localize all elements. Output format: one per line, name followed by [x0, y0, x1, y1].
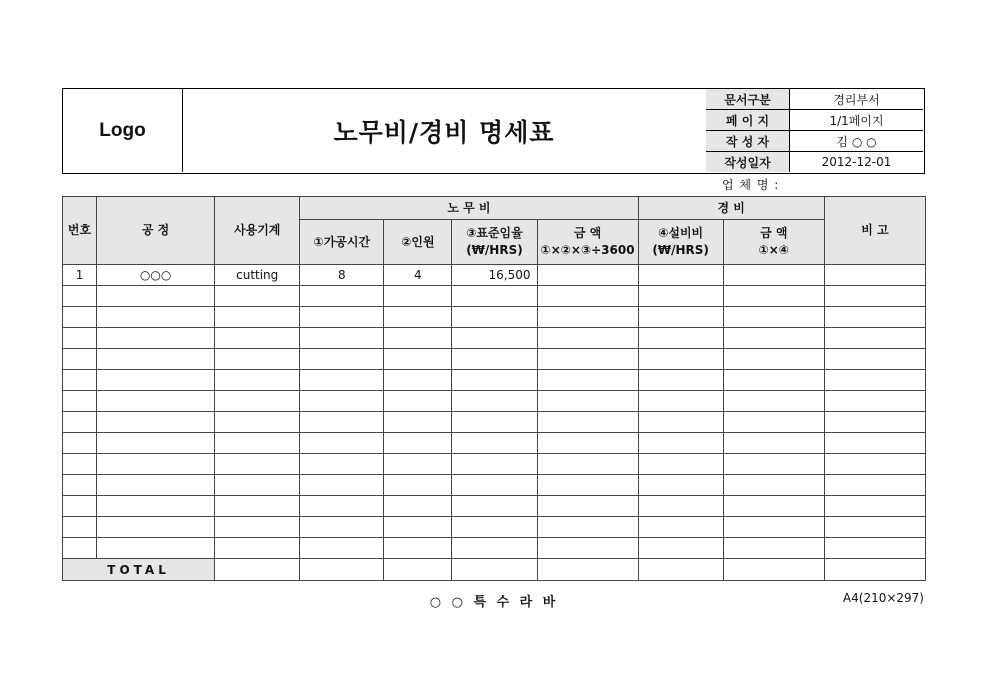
- cell-no: [63, 538, 97, 559]
- table-body: [63, 265, 926, 559]
- meta-label: 작성일자: [706, 152, 790, 173]
- cell-machine: [215, 412, 300, 433]
- cell-rate: [452, 454, 537, 475]
- cell-hours: [300, 370, 384, 391]
- cell-note: [824, 496, 925, 517]
- cell-machine: [215, 286, 300, 307]
- cell-no: [63, 286, 97, 307]
- company-name-label: 업 체 명 :: [722, 178, 780, 192]
- cell-hours: [300, 412, 384, 433]
- cell-no: [63, 412, 97, 433]
- cell-labor-amount: [537, 307, 638, 328]
- cell-process: [97, 391, 215, 412]
- header-equipment-line2: (₩/HRS): [652, 243, 709, 257]
- meta-value: 김 ○ ○: [790, 131, 924, 152]
- header-hours: ①가공시간: [300, 220, 384, 265]
- cell-labor-amount: [537, 328, 638, 349]
- table-row: [63, 286, 926, 307]
- cell-labor-amount: [537, 475, 638, 496]
- table-row: [63, 433, 926, 454]
- cell-note: [824, 391, 925, 412]
- cell-hours: [300, 517, 384, 538]
- cell-people: [384, 412, 452, 433]
- cell-labor-amount: [537, 538, 638, 559]
- cell-note: [824, 265, 925, 286]
- cell-equipment: [638, 496, 723, 517]
- cell-equipment: [638, 454, 723, 475]
- cell-no: [63, 391, 97, 412]
- meta-value: 1/1페이지: [790, 110, 924, 131]
- cell-hours: [300, 433, 384, 454]
- total-cell: [824, 559, 925, 581]
- cell-people: [384, 433, 452, 454]
- cell-process: [97, 517, 215, 538]
- cell-labor-amount: [537, 412, 638, 433]
- total-label: TOTAL: [63, 559, 215, 581]
- cell-rate: [452, 475, 537, 496]
- cost-table: [62, 196, 926, 581]
- cell-expense-amount: [723, 265, 824, 286]
- cell-no: [63, 517, 97, 538]
- total-cell: [215, 559, 300, 581]
- cell-process: [97, 307, 215, 328]
- cell-people: 4: [384, 265, 452, 286]
- cell-rate: [452, 496, 537, 517]
- header-expense-group: 경 비: [638, 197, 824, 220]
- header-expense-amount: [723, 220, 824, 265]
- cell-machine: [215, 454, 300, 475]
- total-row: [63, 559, 926, 581]
- cell-process: [97, 349, 215, 370]
- table-row: [63, 517, 926, 538]
- cell-machine: [215, 496, 300, 517]
- header-rate: [452, 220, 537, 265]
- header-expense-amount-line2: ①×④: [758, 243, 789, 257]
- cell-machine: cutting: [215, 265, 300, 286]
- cell-note: [824, 412, 925, 433]
- cell-process: [97, 454, 215, 475]
- table-row: [63, 391, 926, 412]
- cell-machine: [215, 349, 300, 370]
- table-row: [63, 307, 926, 328]
- cell-labor-amount: [537, 286, 638, 307]
- cell-note: [824, 286, 925, 307]
- cell-labor-amount: [537, 391, 638, 412]
- cell-note: [824, 475, 925, 496]
- cell-no: [63, 349, 97, 370]
- cell-labor-amount: [537, 496, 638, 517]
- cell-expense-amount: [723, 538, 824, 559]
- cell-no: [63, 475, 97, 496]
- document-title: 노무비/경비 명세표: [182, 89, 707, 172]
- meta-row: [706, 131, 923, 152]
- meta-row: [706, 152, 923, 173]
- header-process: 공 정: [97, 197, 215, 265]
- cell-expense-amount: [723, 286, 824, 307]
- cell-labor-amount: [537, 370, 638, 391]
- cell-machine: [215, 370, 300, 391]
- cell-expense-amount: [723, 391, 824, 412]
- cell-machine: [215, 307, 300, 328]
- header-equipment: [638, 220, 723, 265]
- cell-rate: [452, 391, 537, 412]
- cell-machine: [215, 391, 300, 412]
- table-row: [63, 349, 926, 370]
- cell-equipment: [638, 265, 723, 286]
- table-row: [63, 538, 926, 559]
- cell-people: [384, 454, 452, 475]
- table-row: [63, 370, 926, 391]
- cell-no: [63, 370, 97, 391]
- cell-expense-amount: [723, 433, 824, 454]
- header-people: ②인원: [384, 220, 452, 265]
- cell-rate: 16,500: [452, 265, 537, 286]
- cell-process: ○○○: [97, 265, 215, 286]
- cell-process: [97, 496, 215, 517]
- cell-people: [384, 538, 452, 559]
- cell-process: [97, 370, 215, 391]
- cell-labor-amount: [537, 517, 638, 538]
- cell-expense-amount: [723, 328, 824, 349]
- cell-hours: [300, 391, 384, 412]
- cell-rate: [452, 349, 537, 370]
- cell-equipment: [638, 517, 723, 538]
- cell-expense-amount: [723, 412, 824, 433]
- cell-process: [97, 538, 215, 559]
- cell-expense-amount: [723, 475, 824, 496]
- cell-hours: [300, 538, 384, 559]
- cell-hours: [300, 349, 384, 370]
- cell-machine: [215, 328, 300, 349]
- cell-no: 1: [63, 265, 97, 286]
- cell-process: [97, 412, 215, 433]
- cell-note: [824, 307, 925, 328]
- cell-machine: [215, 475, 300, 496]
- meta-label: 문서구분: [706, 89, 790, 110]
- cell-process: [97, 328, 215, 349]
- cell-expense-amount: [723, 496, 824, 517]
- cell-no: [63, 433, 97, 454]
- cell-no: [63, 328, 97, 349]
- total-cell: [537, 559, 638, 581]
- table-row: [63, 265, 926, 286]
- cell-rate: [452, 370, 537, 391]
- cell-hours: [300, 496, 384, 517]
- total-cell: [723, 559, 824, 581]
- table-row: [63, 475, 926, 496]
- total-cell: [300, 559, 384, 581]
- cell-rate: [452, 433, 537, 454]
- cell-equipment: [638, 433, 723, 454]
- cell-process: [97, 433, 215, 454]
- cell-people: [384, 391, 452, 412]
- cell-people: [384, 328, 452, 349]
- logo: Logo: [63, 89, 183, 172]
- cell-expense-amount: [723, 517, 824, 538]
- cell-rate: [452, 286, 537, 307]
- header-labor-group: 노 무 비: [300, 197, 638, 220]
- cell-expense-amount: [723, 370, 824, 391]
- cell-equipment: [638, 349, 723, 370]
- cell-machine: [215, 433, 300, 454]
- document-meta-table: [706, 89, 923, 172]
- cell-note: [824, 370, 925, 391]
- header-labor-amount: [537, 220, 638, 265]
- cell-no: [63, 454, 97, 475]
- cell-people: [384, 349, 452, 370]
- cell-hours: [300, 286, 384, 307]
- header-note: 비 고: [824, 197, 925, 265]
- cell-hours: [300, 475, 384, 496]
- cell-rate: [452, 517, 537, 538]
- cell-rate: [452, 307, 537, 328]
- footer-company: ○ ○ 특 수 라 바: [429, 595, 559, 610]
- cell-expense-amount: [723, 349, 824, 370]
- header-rate-line2: (₩/HRS): [466, 243, 523, 257]
- cell-note: [824, 517, 925, 538]
- total-cell: [384, 559, 452, 581]
- meta-value: 2012-12-01: [790, 152, 924, 173]
- cell-no: [63, 496, 97, 517]
- total-cell: [452, 559, 537, 581]
- cell-people: [384, 370, 452, 391]
- cell-people: [384, 517, 452, 538]
- cell-labor-amount: [537, 349, 638, 370]
- cell-note: [824, 328, 925, 349]
- cell-equipment: [638, 370, 723, 391]
- footer-paper-size: A4(210×297): [842, 591, 924, 605]
- cell-process: [97, 286, 215, 307]
- header-no: 번호: [63, 197, 97, 265]
- header-rate-line1: ③표준임율: [466, 226, 523, 240]
- cell-equipment: [638, 328, 723, 349]
- header-labor-amount-line2: ①×②×③÷3600: [540, 243, 635, 257]
- cell-machine: [215, 538, 300, 559]
- cell-note: [824, 454, 925, 475]
- cell-labor-amount: [537, 454, 638, 475]
- cell-people: [384, 496, 452, 517]
- total-cell: [638, 559, 723, 581]
- cell-labor-amount: [537, 265, 638, 286]
- cell-note: [824, 349, 925, 370]
- cell-equipment: [638, 391, 723, 412]
- table-row: [63, 328, 926, 349]
- cell-equipment: [638, 475, 723, 496]
- table-row: [63, 454, 926, 475]
- cell-hours: [300, 328, 384, 349]
- cell-people: [384, 286, 452, 307]
- cell-hours: 8: [300, 265, 384, 286]
- cell-expense-amount: [723, 454, 824, 475]
- meta-label: 작 성 자: [706, 131, 790, 152]
- meta-row: [706, 110, 923, 131]
- cell-rate: [452, 328, 537, 349]
- document-header: [62, 88, 925, 174]
- meta-label: 페 이 지: [706, 110, 790, 131]
- header-labor-amount-line1: 금 액: [573, 226, 602, 240]
- cell-hours: [300, 307, 384, 328]
- cell-note: [824, 538, 925, 559]
- cell-equipment: [638, 307, 723, 328]
- cell-equipment: [638, 286, 723, 307]
- cell-no: [63, 307, 97, 328]
- table-row: [63, 496, 926, 517]
- cell-machine: [215, 517, 300, 538]
- meta-row: [706, 89, 923, 110]
- cell-rate: [452, 538, 537, 559]
- cell-equipment: [638, 412, 723, 433]
- cell-people: [384, 475, 452, 496]
- cell-expense-amount: [723, 307, 824, 328]
- cell-rate: [452, 412, 537, 433]
- cell-equipment: [638, 538, 723, 559]
- table-row: [63, 412, 926, 433]
- cell-note: [824, 433, 925, 454]
- header-expense-amount-line1: 금 액: [760, 226, 788, 240]
- cell-people: [384, 307, 452, 328]
- cell-labor-amount: [537, 433, 638, 454]
- meta-value: 경리부서: [790, 89, 924, 110]
- cell-process: [97, 475, 215, 496]
- header-equipment-line1: ④설비비: [658, 226, 704, 240]
- cell-hours: [300, 454, 384, 475]
- header-machine: 사용기계: [215, 197, 300, 265]
